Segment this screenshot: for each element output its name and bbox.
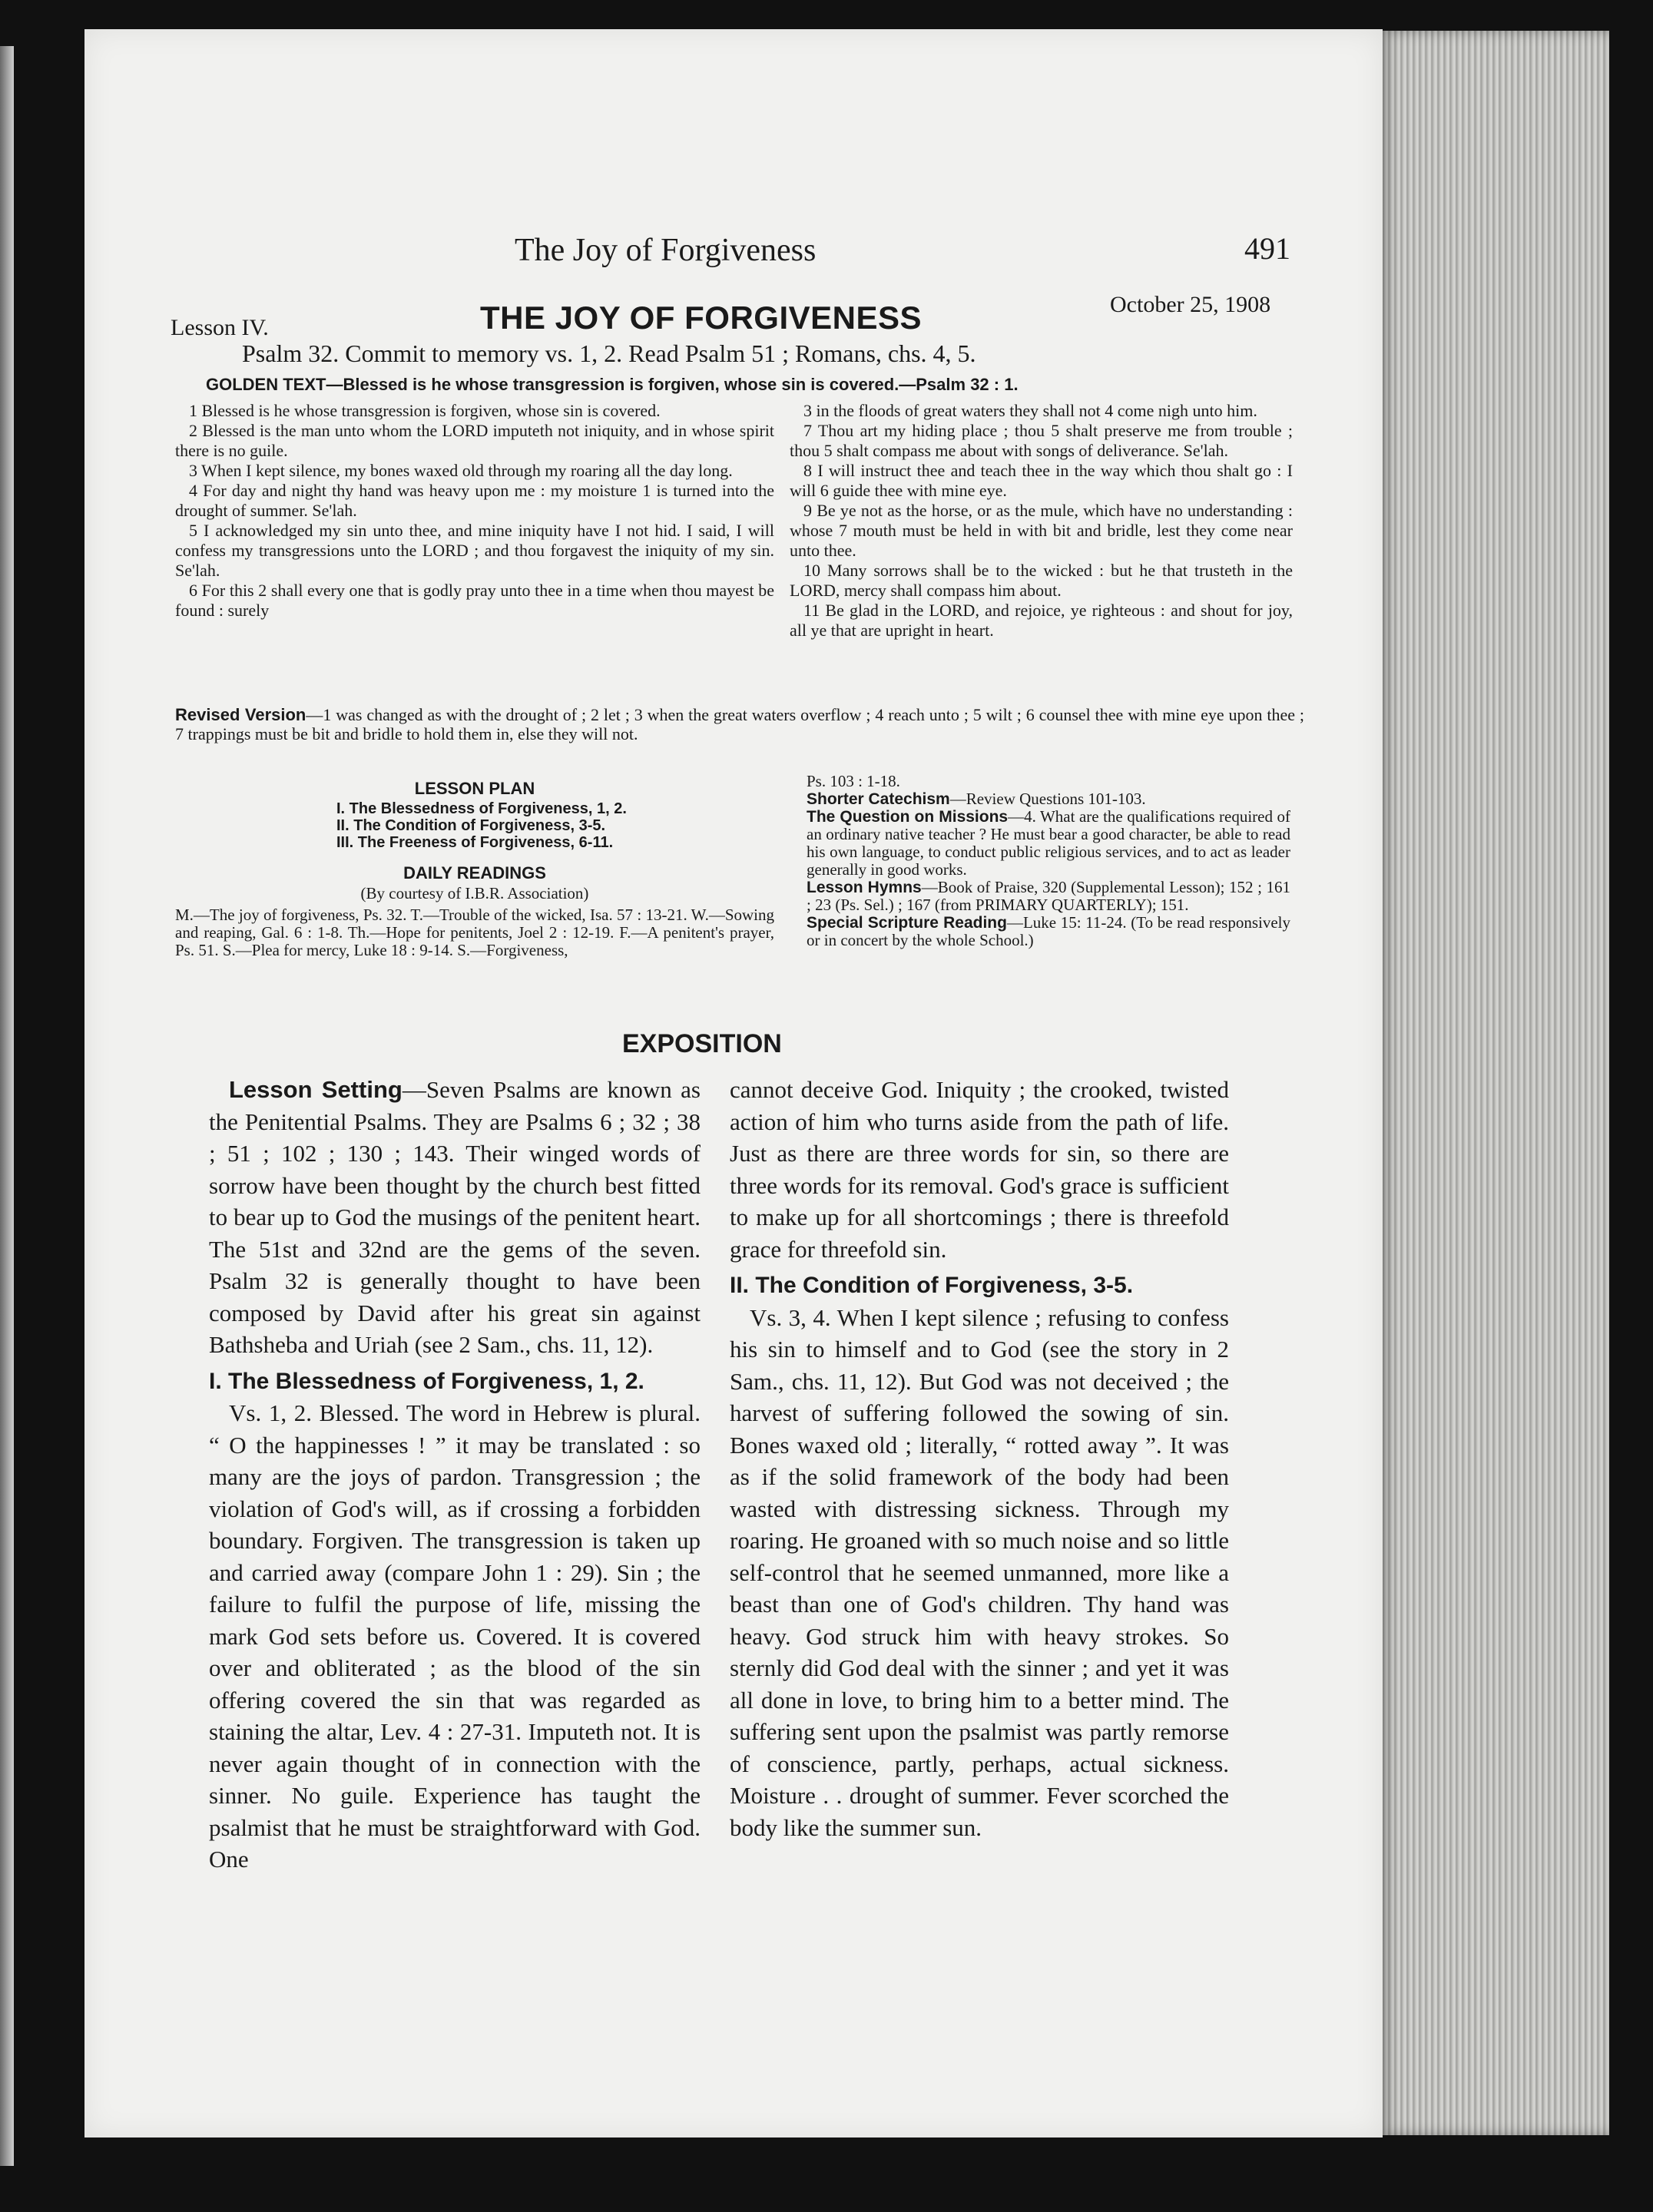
verse: 11 Be glad in the LORD, and rejoice, ye righteous : and shout for joy, all ye that are upright in heart. — [790, 601, 1293, 640]
verse: 9 Be ye not as the horse, or as the mule, which have no understanding : whose 7 mouth must be held in with bit and bridle, lest they come near unto thee. — [790, 501, 1293, 560]
lesson-hymns — [807, 879, 1290, 914]
lesson-plan-item: II. The Condition of Forgiveness, 3-5. — [336, 817, 606, 834]
verse: 3 in the floods of great waters they shall not 4 come nigh unto him. — [803, 401, 1257, 420]
verses-right-column — [790, 401, 1293, 641]
verse: 7 Thou art my hiding place ; thou 5 shalt preserve me from trouble ; thou 5 shalt compass me about with songs of deliverance. Se'lah. — [790, 421, 1293, 460]
lesson-plan-heading: LESSON PLAN — [414, 779, 535, 798]
lesson-date: October 25, 1908 — [1110, 292, 1271, 317]
facing-page-edge — [0, 46, 14, 2166]
verse: 5 I acknowledged my sin unto thee, and mine iniquity have I not hid. I said, I will confess my transgressions unto the LORD ; and thou forgavest the iniquity of my sin. Se'lah. — [175, 521, 774, 580]
scripture-assignment: Psalm 32. Commit to memory vs. 1, 2. Read Psalm 51 ; Romans, chs. 4, 5. — [242, 339, 976, 367]
hymns-text: —Book of Praise, 320 (Supplemental Lesson); 152 ; 161 ; 23 (Ps. Sel.) ; 167 (from PRIMARY QUARTERLY); 151. — [807, 878, 1290, 914]
lesson-label: Lesson IV. — [171, 315, 269, 340]
daily-readings-courtesy: (By courtesy of I.B.R. Association) — [360, 884, 589, 902]
lesson-plan-item: I. The Blessedness of Forgiveness, 1, 2. — [336, 800, 627, 817]
verse: 2 Blessed is the man unto whom the LORD imputeth not iniquity, and in whose spirit there is no guile. — [175, 421, 774, 460]
running-head: The Joy of Forgiveness — [515, 233, 817, 268]
lesson-setting-text: —Seven Psalms are known as the Penitential Psalms. They are Psalms 6 ; 32 ; 38 ; 51 ; 102 ; 130 ; 143. Their winged words of sorrow have been thought by the church best fitted to bear up to God the musings of the penitent heart. The 51st and 32nd are the gems of the seven. Psalm 32 is generally thought to have been composed by David after his great sin against Bathsheba and Uriah (see 2 Sam., chs. 11, 12). — [209, 1076, 701, 1358]
revised-version-text: —1 was changed as with the drought of ; 2 let ; 3 when the great waters overflow ; 4 reach unto ; 5 wilt ; 6 counsel thee with mine eye upon thee ; 7 trappings must be bit and bridle to hold them in, else they will not. — [175, 705, 1304, 743]
lesson-setting-label: Lesson Setting — [229, 1076, 402, 1103]
verse: 6 For this 2 shall every one that is godly pray unto thee in a time when thou mayest be found : surely — [175, 581, 774, 620]
special-reading-text: —Luke 15: 11-24. (To be read responsively or in concert by the whole School.) — [807, 913, 1291, 949]
section-heading-condition: II. The Condition of Forgiveness, 3-5. — [730, 1273, 1134, 1298]
daily-readings-heading: DAILY READINGS — [403, 863, 546, 882]
catechism-label: Shorter Catechism — [807, 790, 950, 808]
hymns-label: Lesson Hymns — [807, 879, 922, 896]
missions-question — [807, 808, 1290, 879]
exposition-right-column — [730, 1074, 1229, 1843]
missions-text: —4. What are the qualifications required of an ordinary native teacher ? He must bear a good character, be able to read his own language, to conduct public religious services, and to act as leader generally in good works. — [807, 807, 1290, 879]
page-number: 491 — [1244, 231, 1290, 266]
verse: 4 For day and night thy hand was heavy upon me : my moisture 1 is turned into the drought of summer. Se'lah. — [175, 481, 774, 520]
special-scripture-reading — [807, 914, 1290, 949]
verse: 3 When I kept silence, my bones waxed old through my roaring all the day long. — [189, 461, 733, 480]
verses-left-column — [175, 401, 774, 621]
verse: 1 Blessed is he whose transgression is forgiven, whose sin is covered. — [189, 401, 661, 420]
exposition-paragraph: cannot deceive God. Iniquity ; the crooked, twisted action of him who turns aside from the path of life. Just as there are three words for sin, so there are three words for its removal. God's grace is sufficient to make up for all shortcomings ; there is threefold grace for threefold sin. — [730, 1076, 1229, 1263]
exposition-left-column — [209, 1074, 701, 1876]
daily-readings-text: M.—The joy of forgiveness, Ps. 32. T.—Trouble of the wicked, Isa. 57 : 13-21. W.—Sowing and reaping, Gal. 6 : 1-8. Th.—Hope for penitents, Joel 2 : 12-19. F.—A penitent's prayer, Ps. 51. S.—Plea for mercy, Luke 18 : 9-14. S.—Forgiveness, — [175, 906, 774, 959]
shorter-catechism — [807, 790, 1290, 808]
section-heading-blessedness: I. The Blessedness of Forgiveness, 1, 2. — [209, 1368, 644, 1394]
golden-text: GOLDEN TEXT—Blessed is he whose transgression is forgiven, whose sin is covered.—Psalm 32 : 1. — [206, 375, 1019, 394]
lesson-plan-item: III. The Freeness of Forgiveness, 6-11. — [336, 834, 614, 851]
exposition-paragraph: Vs. 3, 4. When I kept silence ; refusing to confess his sin to himself and to God (see the story in 2 Sam., chs. 11, 12). But God was not deceived ; the harvest of suffering followed the sowing of sin. Bones waxed old ; literally, “ rotted away ”. It was as if the solid framework of the body had been wasted with distressing sickness. Through my roaring. He groaned with so much noise and so little self-control that he seemed unmanned, more like a beast than one of God's children. Thy hand was heavy. God struck him with heavy strokes. So sternly did God deal with the sinner ; and yet it was all done in love, to bring him to a better mind. The suffering sent upon the psalmist was partly remorse of conscience, partly, perhaps, actual sickness. Moisture . . drought of summer. Fever scorched the body like the summer sun. — [730, 1303, 1229, 1841]
special-reading-label: Special Scripture Reading — [807, 914, 1007, 932]
missions-label: The Question on Missions — [807, 808, 1009, 826]
lesson-title: THE JOY OF FORGIVENESS — [480, 300, 923, 336]
lesson-notes-block — [807, 773, 1290, 949]
exposition-paragraph: Vs. 1, 2. Blessed. The word in Hebrew is plural. “ O the happinesses ! ” it may be translated : so many are the joys of pardon. Transgression ; the violation of God's will, as if crossing a forbidden boundary. Forgiven. The transgression is taken up and carried away (compare John 1 : 29). Sin ; the failure to fulfil the purpose of life, missing the mark God sets before us. Covered. It is covered over and obliterated ; as the blood of the sin offering covered the sin that was regarded as staining the altar, Lev. 4 : 27-31. Imputeth not. It is never again thought of in connection with the sinner. No guile. Experience has taught the psalmist that he must be straightforward with God. One — [209, 1399, 701, 1873]
lesson-plan-block — [175, 776, 774, 959]
readings-continuation: Ps. 103 : 1-18. — [807, 772, 900, 790]
book-page-edges — [1379, 31, 1609, 2135]
catechism-text: —Review Questions 101-103. — [949, 790, 1146, 808]
exposition-heading: EXPOSITION — [622, 1029, 782, 1058]
verse: 8 I will instruct thee and teach thee in the way which thou shalt go : I will 6 guide thee with mine eye. — [790, 461, 1293, 500]
verse: 10 Many sorrows shall be to the wicked : but he that trusteth in the LORD, mercy shall compass him about. — [790, 561, 1293, 600]
lesson-setting-paragraph — [209, 1074, 701, 1361]
revised-version-note — [175, 705, 1304, 743]
revised-version-label: Revised Version — [175, 705, 306, 724]
